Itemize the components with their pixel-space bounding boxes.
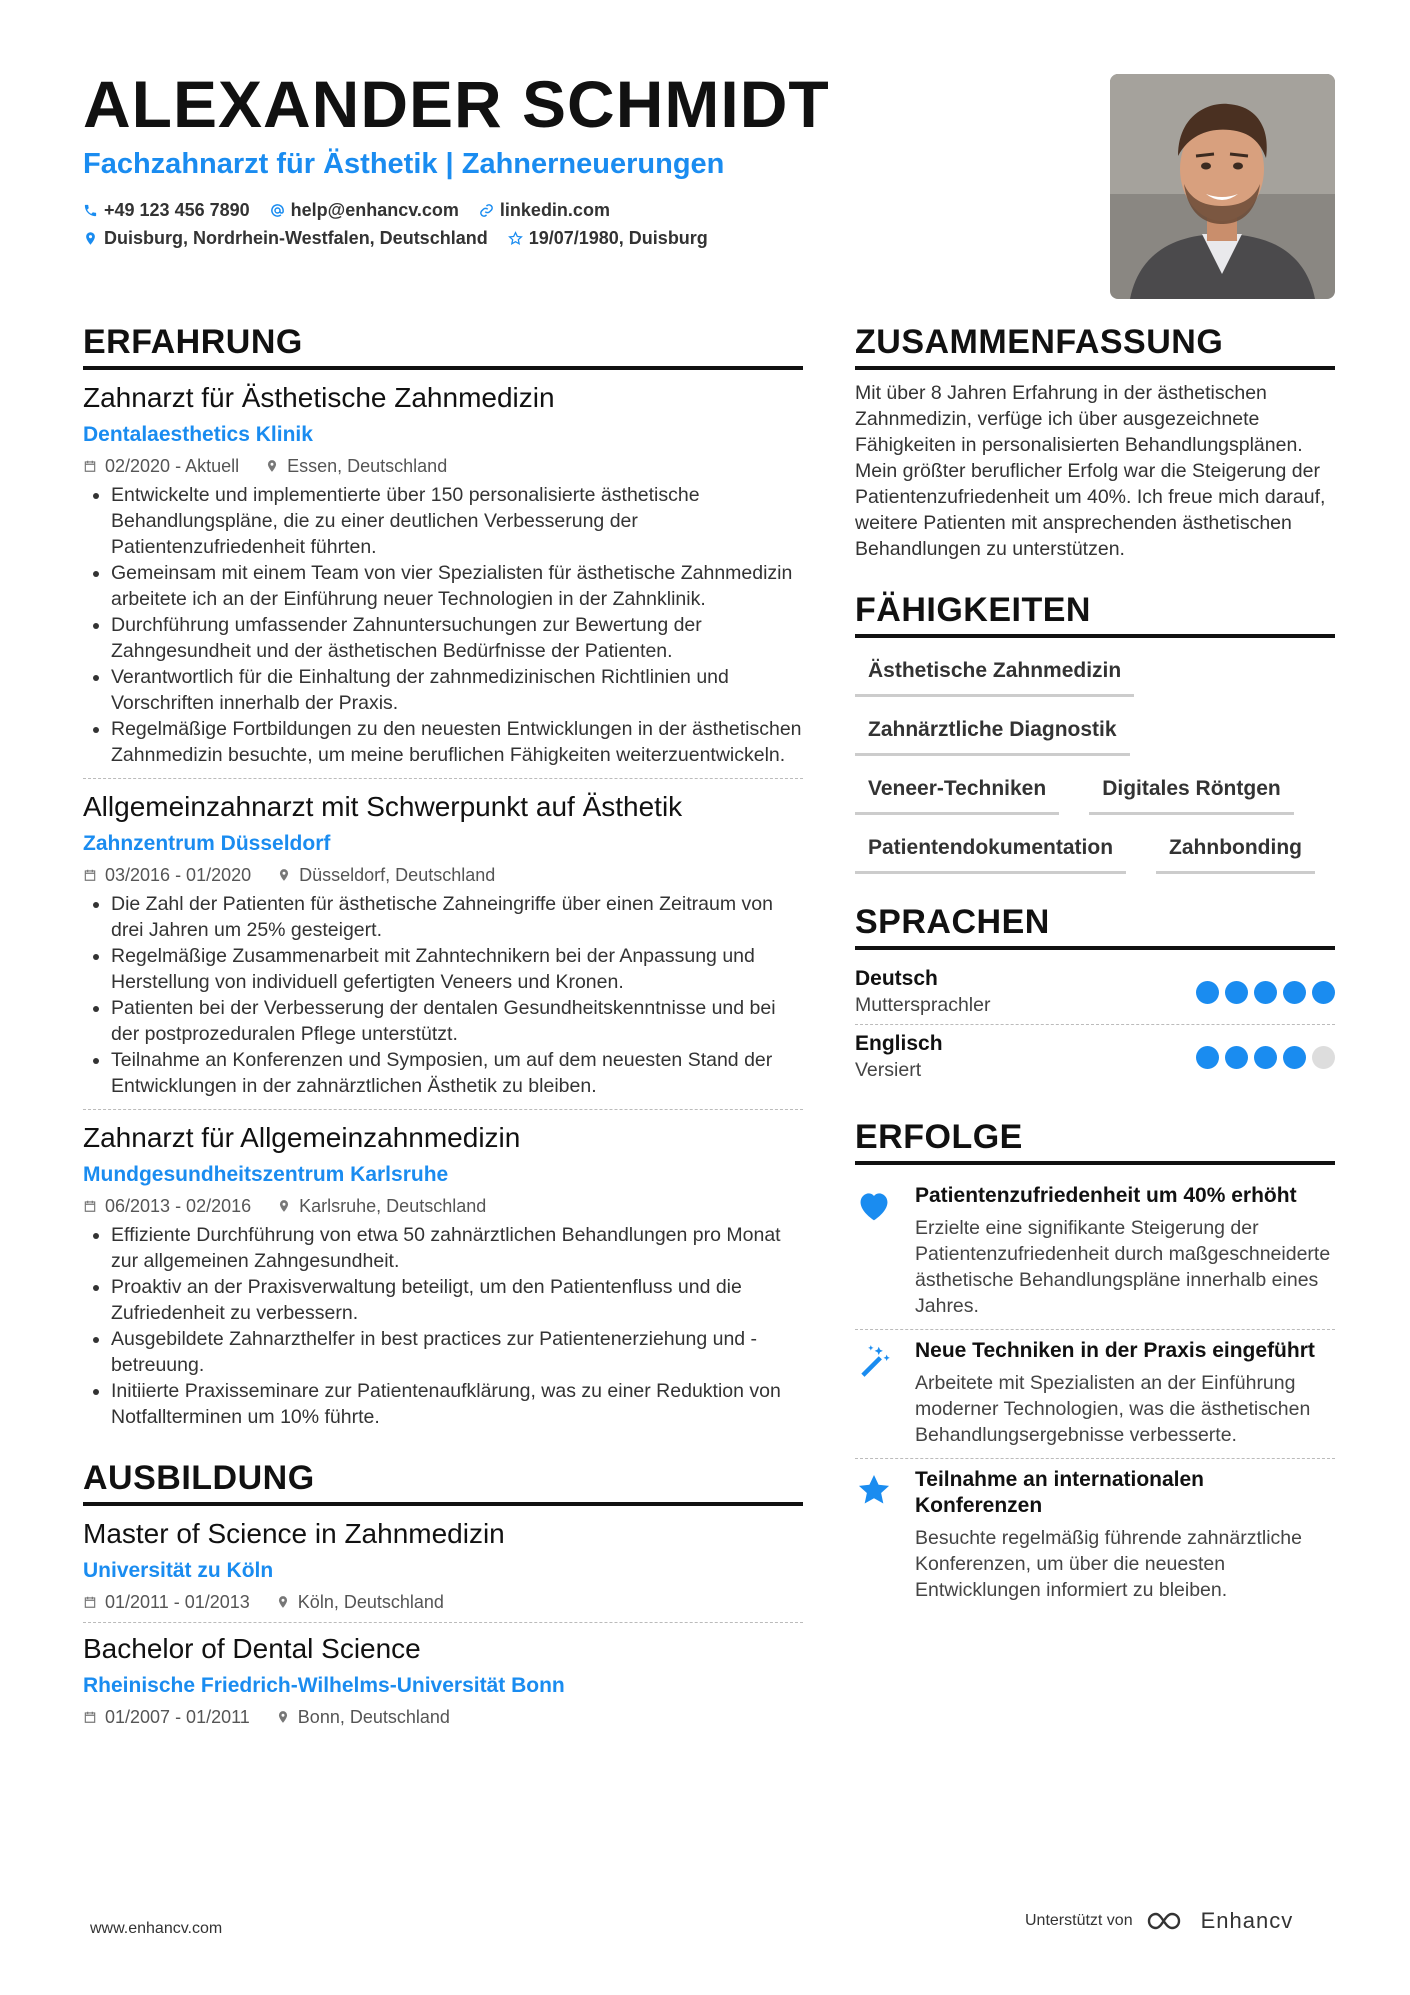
job-dates: 03/2016 - 01/2020 bbox=[105, 865, 252, 885]
language-rating bbox=[1196, 981, 1335, 1004]
achievement-desc: Erzielte eine signifikante Steigerung der Patientenzufriedenheit durch maßgeschneiderte ästhetische Behandlungspläne innerhalb eines Jahres. bbox=[915, 1217, 1331, 1317]
bullet-item: • Durchführung umfassender Zahnuntersuchungen zur Bewertung der Zahngesundheit und der ästhetischen Bedürfnisse der Patienten. bbox=[111, 612, 803, 664]
at-icon bbox=[270, 203, 285, 218]
skill-tag: Patientendokumentation bbox=[855, 825, 1126, 874]
summary-text: Mit über 8 Jahren Erfahrung in der ästhetischen Zahnmedizin, verfüge ich über ausgezeichnete Fähigkeiten in personalisierten Behandlungsplänen. Mein größter beruflicher Erfolg war die Steigerung der Patientenzufriedenheit um 40%. Ich freue mich darauf, weitere Patienten mit ansprechenden ästhetischen Behandlungen zu unterstützen. bbox=[855, 382, 1326, 560]
bullet-item: • Proaktiv an der Praxisverwaltung beteiligt, um den Patientenfluss und die Zufriedenheit zu verbessern. bbox=[111, 1274, 803, 1326]
language-level: Muttersprachler bbox=[855, 994, 991, 1016]
language-rating bbox=[1196, 1046, 1335, 1069]
job-title: Allgemeinzahnarzt mit Schwerpunkt auf Ästhetik bbox=[83, 791, 683, 822]
bullet-item: • Effiziente Durchführung von etwa 50 zahnärztlichen Behandlungen pro Monat zur allgemeinen Zahngesundheit. bbox=[111, 1222, 803, 1274]
bullet-item: • Initiierte Praxisseminare zur Patientenaufklärung, was zu einer Reduktion von Notfallterminen um 10% führte. bbox=[111, 1378, 803, 1430]
contact-email[interactable] bbox=[270, 196, 459, 224]
skill-tag: Zahnärztliche Diagnostik bbox=[855, 707, 1130, 756]
job-location: Essen, Deutschland bbox=[287, 456, 448, 476]
experience-heading: ERFAHRUNG bbox=[83, 320, 803, 370]
contact-phone bbox=[83, 196, 250, 224]
calendar-icon bbox=[83, 868, 97, 882]
rating-dot bbox=[1312, 981, 1335, 1004]
achievement-desc: Besuchte regelmäßig führende zahnärztliche Konferenzen, um über die neuesten Entwicklungen informiert zu bleiben. bbox=[915, 1527, 1302, 1601]
education-location: Köln, Deutschland bbox=[297, 1592, 444, 1612]
skill-tag: Digitales Röntgen bbox=[1089, 766, 1294, 815]
skills-heading: FÄHIGKEITEN bbox=[855, 588, 1335, 638]
bullet-item: • Regelmäßige Fortbildungen zu den neuesten Entwicklungen in der ästhetischen Zahnmedizin besuchte, um meine beruflichen Fähigkeiten weiterzuentwickeln. bbox=[111, 716, 803, 768]
linkedin-text: linkedin.com bbox=[499, 200, 610, 220]
left-column bbox=[83, 320, 803, 1737]
achievement-entry bbox=[855, 1329, 1335, 1458]
rating-dot bbox=[1283, 981, 1306, 1004]
education-meta bbox=[83, 1588, 803, 1616]
job-title: Zahnarzt für Ästhetische Zahnmedizin bbox=[83, 382, 555, 413]
powered-by-text: Unterstützt von bbox=[1025, 1912, 1133, 1929]
enhancv-logo-icon bbox=[1145, 1909, 1189, 1933]
job-meta bbox=[83, 861, 803, 889]
calendar-icon bbox=[83, 1710, 97, 1724]
job-location: Karlsruhe, Deutschland bbox=[299, 1196, 487, 1216]
skills-section bbox=[855, 588, 1335, 874]
language-level: Versiert bbox=[855, 1059, 922, 1081]
bullet-item: • Ausgebildete Zahnarzthelfer in best practices zur Patientenerziehung und -betreuung. bbox=[111, 1326, 803, 1378]
location-pin-icon bbox=[276, 1710, 290, 1724]
profile-photo bbox=[1110, 74, 1335, 299]
contact-location bbox=[83, 224, 488, 252]
footer-website[interactable]: www.enhancv.com bbox=[90, 1920, 223, 1937]
contact-info bbox=[83, 196, 1083, 252]
skill-tag: Ästhetische Zahnmedizin bbox=[855, 648, 1134, 697]
link-icon bbox=[479, 203, 494, 218]
education-location: Bonn, Deutschland bbox=[297, 1707, 450, 1727]
rating-dot bbox=[1225, 1046, 1248, 1069]
achievement-title: Neue Techniken in der Praxis eingeführt bbox=[915, 1339, 1315, 1362]
language-entry bbox=[855, 960, 1335, 1024]
education-dates: 01/2007 - 01/2011 bbox=[105, 1707, 250, 1727]
education-entry bbox=[83, 1622, 803, 1737]
education-heading: AUSBILDUNG bbox=[83, 1456, 803, 1506]
education-meta bbox=[83, 1703, 803, 1731]
job-meta bbox=[83, 1192, 803, 1220]
achievement-title: Patientenzufriedenheit um 40% erhöht bbox=[915, 1184, 1297, 1207]
contact-linkedin[interactable] bbox=[479, 196, 610, 224]
rating-dot bbox=[1312, 1046, 1335, 1069]
footer-branding bbox=[1025, 1908, 1293, 1934]
calendar-icon bbox=[83, 1199, 97, 1213]
calendar-icon bbox=[83, 1595, 97, 1609]
job-dates: 02/2020 - Aktuell bbox=[105, 456, 240, 476]
education-entry bbox=[83, 1516, 803, 1622]
bullet-item: • Entwickelte und implementierte über 150 personalisierte ästhetische Behandlungspläne, die zu einer deutlichen Verbesserung der Patientenzufriedenheit führten. bbox=[111, 482, 803, 560]
rating-dot bbox=[1283, 1046, 1306, 1069]
experience-entry bbox=[83, 380, 803, 778]
star-outline-icon bbox=[508, 231, 523, 246]
language-name: Deutsch bbox=[855, 967, 938, 990]
job-bullets bbox=[83, 1222, 803, 1430]
summary-heading: ZUSAMMENFASSUNG bbox=[855, 320, 1335, 370]
bullet-item: • Regelmäßige Zusammenarbeit mit Zahntechnikern bei der Anpassung und Herstellung von individuell gefertigten Veneers und Kronen. bbox=[111, 943, 803, 995]
job-bullets bbox=[83, 891, 803, 1099]
company-name: Zahnzentrum Düsseldorf bbox=[83, 832, 331, 855]
achievement-desc: Arbeitete mit Spezialisten an der Einführung moderner Technologien, was die ästhetischen Behandlungsergebnisse verbesserte. bbox=[915, 1372, 1311, 1446]
company-name: Dentalaesthetics Klinik bbox=[83, 423, 313, 446]
email-text: help@enhancv.com bbox=[290, 200, 459, 220]
resume-header bbox=[83, 68, 1083, 252]
experience-entry bbox=[83, 1109, 803, 1440]
school-name: Universität zu Köln bbox=[83, 1559, 274, 1582]
degree-title: Bachelor of Dental Science bbox=[83, 1633, 421, 1664]
job-location: Düsseldorf, Deutschland bbox=[299, 865, 496, 885]
bullet-item: • Teilnahme an Konferenzen und Symposien, um auf dem neuesten Stand der Entwicklungen in der zahnärztlichen Ästhetik zu bleiben. bbox=[111, 1047, 803, 1099]
candidate-title: Fachzahnarzt für Ästhetik | Zahnerneuerungen bbox=[83, 148, 725, 180]
skill-tag: Veneer-Techniken bbox=[855, 766, 1059, 815]
contact-birth bbox=[508, 224, 708, 252]
language-entry bbox=[855, 1024, 1335, 1089]
achievement-entry bbox=[855, 1458, 1335, 1613]
languages-section bbox=[855, 900, 1335, 1089]
calendar-icon bbox=[83, 459, 97, 473]
job-title: Zahnarzt für Allgemeinzahnmedizin bbox=[83, 1122, 521, 1153]
education-section bbox=[83, 1456, 803, 1737]
bullet-item: • Patienten bei der Verbesserung der dentalen Gesundheitskenntnisse und bei der postprozeduralen Pflege unterstützt. bbox=[111, 995, 803, 1047]
achievements-heading: ERFOLGE bbox=[855, 1115, 1335, 1165]
location-pin-icon bbox=[277, 1199, 291, 1213]
brand-name: Enhancv bbox=[1200, 1908, 1294, 1933]
achievements-section bbox=[855, 1115, 1335, 1613]
location-pin-icon bbox=[83, 231, 98, 246]
bullet-item: • Verantwortlich für die Einhaltung der zahnmedizinischen Richtlinien und Vorschriften innerhalb der Praxis. bbox=[111, 664, 803, 716]
phone-icon bbox=[83, 203, 98, 218]
right-column bbox=[855, 320, 1335, 1613]
achievement-title: Teilnahme an internationalen Konferenzen bbox=[915, 1468, 1204, 1517]
school-name: Rheinische Friedrich-Wilhelms-Universität Bonn bbox=[83, 1674, 565, 1697]
language-name: Englisch bbox=[855, 1032, 943, 1055]
location-text: Duisburg, Nordrhein-Westfalen, Deutschland bbox=[104, 228, 488, 248]
location-pin-icon bbox=[265, 459, 279, 473]
rating-dot bbox=[1225, 981, 1248, 1004]
star-icon bbox=[855, 1471, 893, 1509]
phone-text: +49 123 456 7890 bbox=[104, 200, 250, 220]
magic-wand-icon bbox=[855, 1342, 893, 1380]
job-dates: 06/2013 - 02/2016 bbox=[105, 1196, 252, 1216]
bullet-item: • Die Zahl der Patienten für ästhetische Zahneingriffe über einen Zeitraum von drei Jahren um 25% gesteigert. bbox=[111, 891, 803, 943]
rating-dot bbox=[1254, 981, 1277, 1004]
location-pin-icon bbox=[277, 868, 291, 882]
rating-dot bbox=[1254, 1046, 1277, 1069]
education-dates: 01/2011 - 01/2013 bbox=[105, 1592, 250, 1612]
skills-list bbox=[855, 648, 1335, 874]
company-name: Mundgesundheitszentrum Karlsruhe bbox=[83, 1163, 449, 1186]
achievement-entry bbox=[855, 1175, 1335, 1329]
skill-tag: Zahnbonding bbox=[1156, 825, 1315, 874]
heart-icon bbox=[855, 1187, 893, 1225]
degree-title: Master of Science in Zahnmedizin bbox=[83, 1518, 505, 1549]
location-pin-icon bbox=[276, 1595, 290, 1609]
languages-heading: SPRACHEN bbox=[855, 900, 1335, 950]
job-meta bbox=[83, 452, 803, 480]
candidate-name: ALEXANDER SCHMIDT bbox=[83, 67, 830, 141]
experience-entry bbox=[83, 778, 803, 1109]
bullet-item: • Gemeinsam mit einem Team von vier Spezialisten für ästhetische Zahnmedizin arbeitete ich an der Einführung neuer Technologien in der Zahnklinik. bbox=[111, 560, 803, 612]
birth-text: 19/07/1980, Duisburg bbox=[528, 228, 708, 248]
rating-dot bbox=[1196, 1046, 1219, 1069]
job-bullets bbox=[83, 482, 803, 768]
rating-dot bbox=[1196, 981, 1219, 1004]
